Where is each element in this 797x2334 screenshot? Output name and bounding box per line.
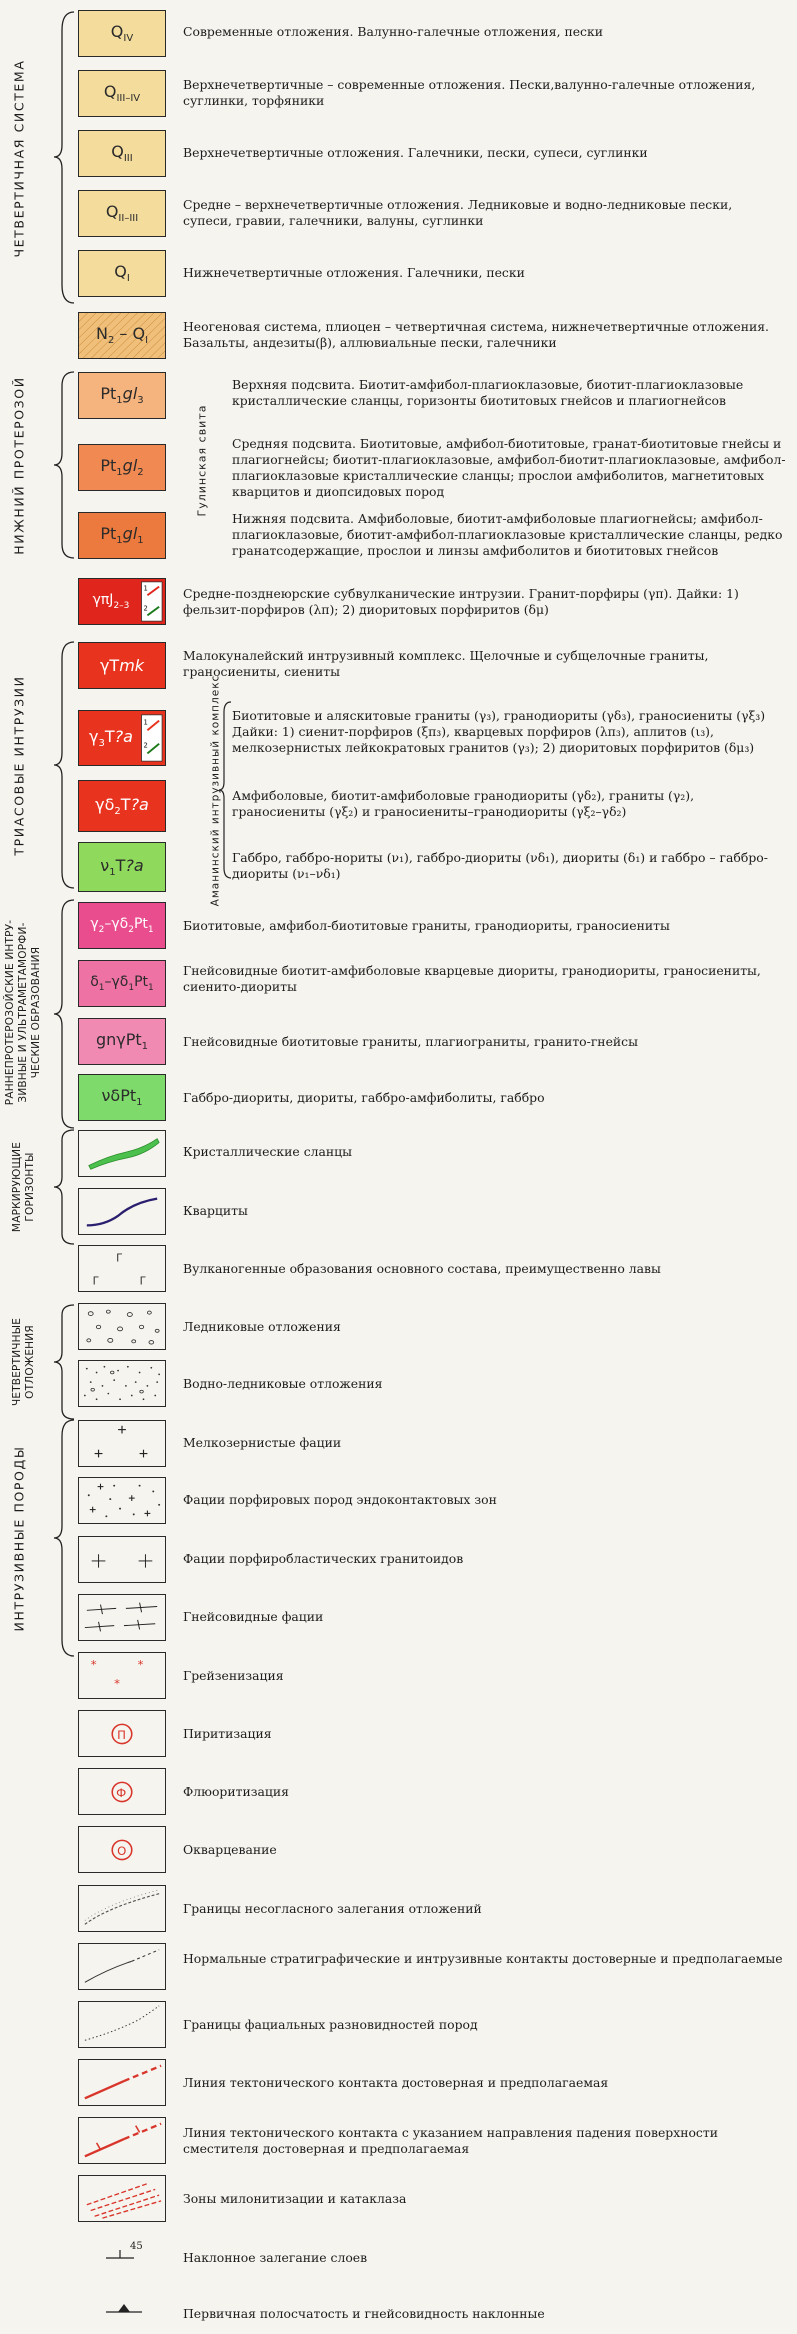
legend-description: Гнейсовидные фации [183, 1609, 324, 1624]
legend-description: Габбро, габбро-нориты (ν₁), габбро-диориты (νδ₁), диориты (δ₁) и габбро – габбро-диориты (ν₁–νδ₁) [232, 850, 768, 881]
dip-angle-label: 45 [130, 2241, 143, 2252]
legend-row [0, 372, 797, 422]
legend-row [0, 1652, 797, 1707]
group-label-quaternary-deposits: ЧЕТВЕРТИЧНЫЕ ОТЛОЖЕНИЯ [11, 1317, 37, 1407]
svg-text:Г: Г [116, 1251, 123, 1265]
svg-text:*: * [114, 1676, 121, 1691]
legend-row [0, 2117, 797, 2172]
legend-description: Нормальные стратиграфические и интрузивные контакты достоверные и предполагаемые [183, 1951, 783, 1966]
legend-swatch-n1ta: $\nu_1T?a$ [78, 842, 166, 892]
legend-row [0, 1245, 797, 1300]
legend-row [0, 1594, 797, 1649]
legend-description: Средне – верхнечетвертичные отложения. Ледниковые и водно-ледниковые пески, супеси, гравии, галечники, валуны, суглинки [183, 197, 733, 228]
legend-swatch-mylonite [78, 2175, 166, 2222]
legend-row [0, 1360, 797, 1415]
primary-banding-symbol [100, 2294, 160, 2318]
legend-row [0, 706, 797, 770]
legend-row [0, 1188, 797, 1243]
inclined-bedding-symbol [100, 2240, 160, 2264]
legend-row [0, 1768, 797, 1823]
legend-row [0, 1018, 797, 1073]
group-label-quaternary: ЧЕТВЕРТИЧНАЯ СИСТЕМА [11, 59, 27, 257]
svg-text:П: П [117, 1727, 126, 1742]
legend-row [0, 2001, 797, 2056]
legend-swatch-porphyry [78, 1477, 166, 1524]
legend-row [0, 436, 797, 500]
legend-swatch-greisen [78, 1652, 166, 1699]
legend-row [0, 250, 797, 300]
legend-swatch-g3ta: 1 2 $\gamma_3T?a$ [78, 710, 166, 766]
legend-description: Вулканогенные образования основного состава, преимущественно лавы [183, 1261, 661, 1276]
svg-text:Ф: Ф [116, 1785, 127, 1800]
group-label-intrusive: ИНТРУЗИВНЫЕ ПОРОДЫ [11, 1445, 27, 1631]
legend-description: Фации порфировых пород эндоконтактовых зон [183, 1492, 497, 1507]
legend-description: Современные отложения. Валунно-галечные отложения, пески [183, 24, 603, 39]
legend-row [0, 842, 797, 897]
legend-swatch-volcanic [78, 1245, 166, 1292]
legend-row [0, 1826, 797, 1881]
group-label-marking: МАРКИРУЮЩИЕ ГОРИЗОНТЫ [11, 1141, 36, 1233]
legend-swatch-tectonic [78, 2059, 166, 2106]
legend-swatch-gngpt1: gnγPt$_1$ [78, 1018, 166, 1065]
legend-description: Фации порфиробластических гранитоидов [183, 1551, 464, 1566]
legend-swatch-quartzite [78, 1188, 166, 1235]
svg-text:Г: Г [92, 1274, 100, 1288]
group-label-triassic: ТРИАСОВЫЕ ИНТРУЗИИ [11, 674, 27, 856]
legend-row [0, 1885, 797, 1940]
legend-swatch-gneissoid [78, 1594, 166, 1641]
legend-row [0, 1074, 797, 1129]
legend-swatch-g2gd2pt1: $\gamma_2-\gamma\delta_2Pt_1$ [78, 902, 166, 949]
legend-description: Границы фациальных разновидностей пород [183, 2017, 478, 2032]
legend-description: Биотитовые, амфибол-биотитовые граниты, гранодиориты, граносиениты [183, 918, 670, 933]
legend-description: Средне-позднеюрские субвулканические интрузии. Гранит-порфиры (γπ). Дайки: 1) фельзит-порфиров (λπ); 2) диоритовых порфиритов (δμ) [183, 586, 739, 617]
svg-text:*: * [137, 1657, 144, 1672]
legend-row [0, 642, 797, 697]
legend-description: Границы несогласного залегания отложений [183, 1901, 482, 1916]
legend-description: Амфиболовые, биотит-амфиболовые гранодиориты (γδ₂), граниты (γ₂), граносиениты (γξ₂) и граносиениты–гранодиориты (γξ₂–γδ₂) [232, 788, 695, 819]
legend-swatch-pt1gl2: $Pt_1gl_2$ [78, 444, 166, 491]
legend-swatch-fine-grained [78, 1420, 166, 1467]
legend-description: Окварцевание [183, 1842, 277, 1857]
legend-description: Верхняя подсвита. Биотит-амфибол-плагиоклазовые, биотит-плагиоклазовые кристаллические сланцы, горизонты биотитовых гнейсов и плагиогнейсов [232, 377, 744, 408]
legend-row [0, 1303, 797, 1358]
legend-row [0, 2175, 797, 2230]
legend-description: Гнейсовидные биотитовые граниты, плагиограниты, гранито-гнейсы [183, 1034, 638, 1049]
legend-description: Пиритизация [183, 1726, 272, 1741]
legend-description: Линия тектонического контакта достоверная и предполагаемая [183, 2075, 609, 2090]
legend-swatch-gtmk: γTmk [78, 642, 166, 689]
sublabel-gulinskaya: Гулинская свита [195, 404, 209, 516]
legend-row [0, 2234, 797, 2274]
legend-row [0, 1710, 797, 1765]
legend-description: Ледниковые отложения [183, 1319, 341, 1334]
svg-text:2: 2 [143, 741, 148, 750]
legend-description: Габбро-диориты, диориты, габбро-амфиболиты, габбро [183, 1090, 545, 1105]
legend-description: Кварциты [183, 1203, 248, 1218]
legend-description: Водно-ледниковые отложения [183, 1376, 383, 1391]
group-label-lower-proterozoic: НИЖНИЙ ПРОТЕРОЗОЙ [11, 375, 27, 555]
legend-description: Малокуналейский интрузивный комплекс. Щелочные и субщелочные граниты, граносиениты, сиениты [183, 648, 709, 679]
svg-text:1: 1 [143, 584, 148, 593]
legend-swatch-ndpt1: νδPt$_1$ [78, 1074, 166, 1121]
legend-description: Линия тектонического контакта с указанием направления падения поверхности сместителя достоверная и предполагаемая [183, 2125, 718, 2156]
legend-swatch-gd2ta: $\gamma\delta_2T?a$ [78, 780, 166, 832]
legend-swatch-tectonic-dip [78, 2117, 166, 2164]
legend-swatch-unconformity [78, 1885, 166, 1932]
legend-swatch-porphyroblastic [78, 1536, 166, 1583]
legend-swatch-fluorite [78, 1768, 166, 1815]
legend-swatch-fluvioglacial [78, 1360, 166, 1407]
legend-row [0, 508, 797, 563]
legend-swatch-pt1gl1: $Pt_1gl_1$ [78, 512, 166, 559]
legend-description: Верхнечетвертичные – современные отложения. Пески,валунно-галечные отложения, суглинки, торфяники [183, 77, 756, 108]
legend-description: Биотитовые и аляскитовые граниты (γ₃), гранодиориты (γδ₃), граносиениты (γξ₃) Дайки: 1) сиенит-порфиров (ξπ₃), кварцевых порфиров (λπ₃), аплитов (ι₃), мелкозернистых лейкократовых гранитов (γ₃); 2) диоритовых порфиритов (δμ₃) [232, 708, 766, 755]
legend-row [0, 1420, 797, 1475]
legend-row [0, 1536, 797, 1591]
sublabel-amaninsky: Аманинский интрузивный комплекс [209, 674, 222, 906]
legend-row [0, 312, 797, 362]
legend-row [0, 190, 797, 240]
legend-description: Неогеновая система, плиоцен – четвертичная система, нижнечетвертичные отложения. Базальты, андезиты(β), аллювиальные пески, галечники [183, 319, 769, 350]
legend-row [0, 960, 797, 1015]
legend-description: Флюоритизация [183, 1784, 289, 1799]
legend-row [0, 1943, 797, 1998]
legend-row [0, 10, 797, 60]
legend-swatch-d1gd1pt1: $\delta_1-\gamma\delta_1Pt_1$ [78, 960, 166, 1007]
legend-swatch-silica [78, 1826, 166, 1873]
legend-swatch-jurassic: 1 2 γπJ$_{2-3}$ [78, 578, 166, 625]
legend-swatch-pyrite [78, 1710, 166, 1757]
legend-row [0, 902, 797, 957]
legend-swatch-q3-4: $Q_{III-IV}$ [78, 70, 166, 117]
legend-description: Грейзенизация [183, 1668, 284, 1683]
legend-row [0, 2290, 797, 2330]
legend-swatch-pt1gl3: $Pt_1gl_3$ [78, 372, 166, 419]
legend-row [0, 130, 797, 180]
legend-swatch-q2-3: $Q_{II-III}$ [78, 190, 166, 237]
legend-description: Нижнечетвертичные отложения. Галечники, пески [183, 265, 525, 280]
legend-swatch-facies-boundary [78, 2001, 166, 2048]
legend-row [0, 1130, 797, 1185]
svg-text:*: * [90, 1657, 97, 1672]
legend-swatch-glacial [78, 1303, 166, 1350]
legend-swatch-q1: $Q_I$ [78, 250, 166, 297]
legend-description: Кристаллические сланцы [183, 1144, 352, 1159]
legend-description: Зоны милонитизации и катаклаза [183, 2191, 407, 2206]
legend-swatch-q4: $Q_{IV}$ [78, 10, 166, 57]
legend-row [0, 578, 797, 633]
legend-row [0, 2059, 797, 2114]
legend-description: Гнейсовидные биотит-амфиболовые кварцевые диориты, гранодиориты, граносиениты, сиенито-диориты [183, 963, 761, 994]
legend-description: Средняя подсвита. Биотитовые, амфибол-биотитовые, гранат-биотитовые гнейсы и плагиогнейсы; биотит-плагиоклазовые, амфибол-биотит-плагиоклазовые, амфибол-плагиоклазовые кристаллические сланцы; прослои амфиболитов, магнетитовых кварцитов и диопсидовых пород [232, 436, 786, 499]
legend-row [0, 70, 797, 120]
group-label-early-proterozoic: РАННЕПРОТЕРОЗОЙСКИЕ ИНТРУ- ЗИВНЫЕ И УЛЬТРАМЕТАМОРФИ- ЧЕСКИЕ ОБРАЗОВАНИЯ [4, 919, 43, 1106]
legend-swatch-schist [78, 1130, 166, 1177]
svg-text:О: О [117, 1843, 127, 1858]
legend-description: Нижняя подсвита. Амфиболовые, биотит-амфиболовые плагиогнейсы; амфибол-плагиоклазовые, биотит-амфибол-плагиоклазовые кристаллические сланцы, редко гранатсодержащие, прослои и линзы амфиболитов и биотитовых гнейсов [232, 511, 783, 558]
legend-swatch-q3: $Q_{III}$ [78, 130, 166, 177]
legend-description: Первичная полосчатость и гнейсовидность наклонные [183, 2306, 545, 2321]
legend-description: Мелкозернистые фации [183, 1435, 342, 1450]
legend-description: Верхнечетвертичные отложения. Галечники, пески, супеси, суглинки [183, 145, 648, 160]
svg-text:Г: Г [139, 1274, 147, 1288]
legend-row [0, 780, 797, 835]
legend-swatch-normal-contact [78, 1943, 166, 1990]
legend-swatch-neogene: $N_2 - Q_I$ [78, 312, 166, 359]
legend-description: Наклонное залегание слоев [183, 2250, 368, 2265]
legend-row [0, 1477, 797, 1532]
svg-text:2: 2 [143, 604, 148, 613]
svg-text:1: 1 [143, 718, 148, 727]
